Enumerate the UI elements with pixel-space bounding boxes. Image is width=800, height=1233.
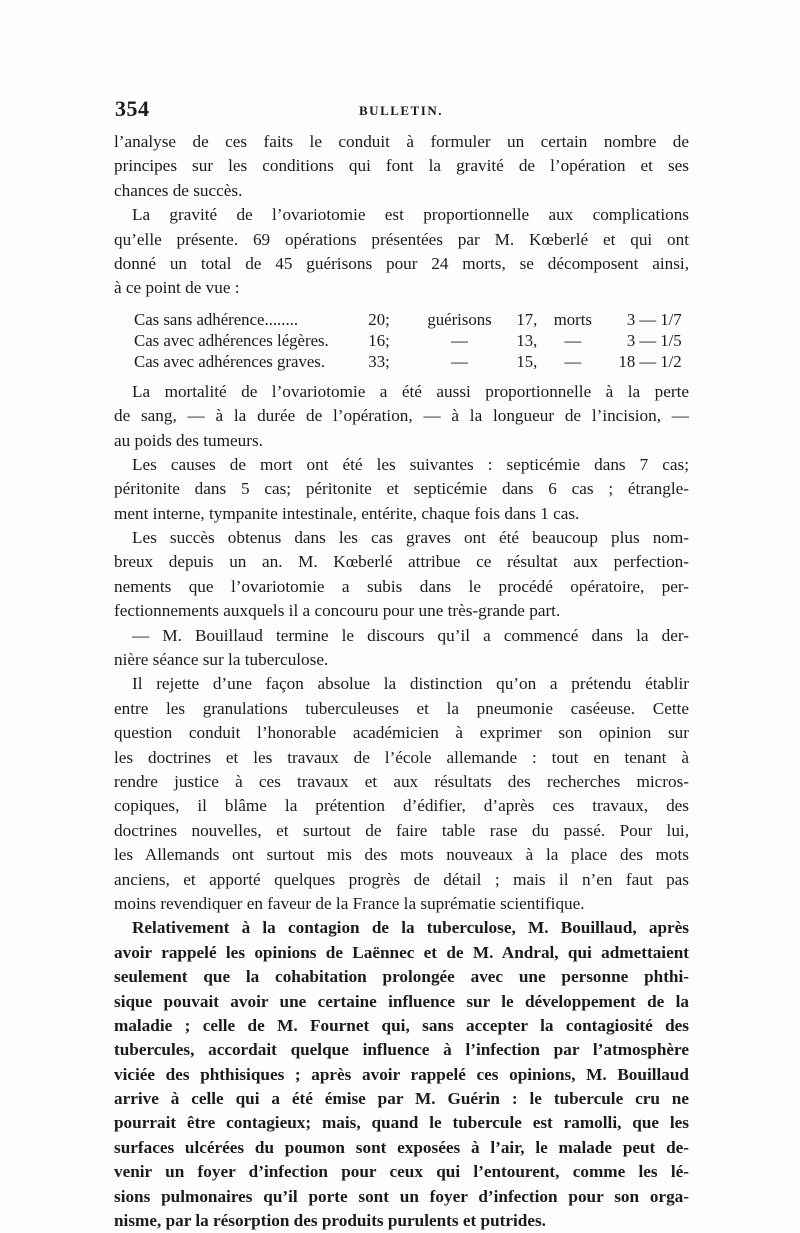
text-line: sions pulmonaires qu’il porte sont un foyer d’infection pour son orga- [114,1186,689,1206]
text-line: tubercules, accordait quelque influence à l’infection par l’atmosphère [114,1040,689,1060]
text-line: les doctrines et les travaux de l’école allemande : tout en tenant à [114,747,689,767]
text-line: les Allemands ont surtout mis des mots nouveaux à la place des mots [114,845,689,865]
page-number: 354 [115,96,150,121]
text-line: avoir rappelé les opinions de Laënnec et de M. Andral, qui admettaient [114,942,689,962]
mortality-ratio: 1/2 [660,351,682,371]
table-row [134,351,689,372]
text-line: viciée des phthisiques ; après avoir rappelé ces opinions, M. Bouillaud [114,1064,689,1084]
text-line: copiques, il blâme la prétention d’édifier, d’après ces travaux, des [114,796,689,816]
text-line: question conduit l’honorable académicien à exprimer son opinion sur [114,723,689,743]
paragraph-body [114,380,689,1233]
text-line: qu’elle présente. 69 opérations présentées par M. Kœberlé et qui ont [114,229,689,249]
text-line: anciens, et apporté quelques progrès de détail ; mais il n’en faut pas [114,869,689,889]
deaths-label: — [564,351,582,371]
dash-separator: — [639,351,657,371]
text-line: principes sur les conditions qui font la gravité de l’opération et ses [114,156,689,176]
deaths-count: 18 [618,351,636,371]
body-text [114,130,689,1233]
text-line: surfaces ulcérées du poumon sont exposées à l’air, le malade peut de- [114,1137,689,1157]
case-count: 20; [368,309,390,329]
dash-separator: — [639,309,657,329]
text-line: chances de succès. [114,180,243,200]
running-title: BULLETIN. [359,103,443,118]
recoveries-label: guérisons [427,309,492,329]
text-line: au poids des tumeurs. [114,430,263,450]
case-count: 33; [368,351,390,371]
text-line: nements que l’ovariotomie a subis dans le procédé opératoire, per- [114,576,689,596]
text-line: venir un foyer d’infection pour ceux qui l’entourent, comme les lé- [114,1162,689,1182]
text-line: fectionnements auxquels il a concouru pour une très-grande part. [114,601,561,621]
text-line: entre les granulations tuberculeuses et la pneumonie caséeuse. Cette [114,698,689,718]
mortality-ratio: 1/5 [660,330,682,350]
table-row [134,330,689,351]
case-count: 16; [368,330,390,350]
text-line: — M. Bouillaud termine le discours qu’il a commencé dans la der- [132,625,689,645]
text-line: ment interne, tympanite intestinale, entérite, chaque fois dans 1 cas. [114,503,580,523]
text-line: à ce point de vue : [114,278,240,298]
text-line: pourrait être contagieux; mais, quand le tubercule est ramolli, que les [114,1113,689,1133]
statistics-table [134,309,689,372]
deaths-label: — [564,330,582,350]
text-line: Il rejette d’une façon absolue la distinction qu’on a prétendu établir [132,674,689,694]
dash-separator: — [639,330,657,350]
text-line: Les causes de mort ont été les suivantes : septicémie dans 7 cas; [132,454,689,474]
table-row [134,309,689,330]
text-line: nière séance sur la tuberculose. [114,650,329,670]
case-label: Cas sans adhérence........ [134,309,299,329]
text-line: sique pouvait avoir une certaine influence sur le développement de la [114,991,689,1011]
deaths-count: 3 [626,330,636,350]
mortality-ratio: 1/7 [660,309,682,329]
deaths-label: morts [553,309,592,329]
recoveries-label: — [451,351,468,371]
text-line: Les succès obtenus dans les cas graves ont été beaucoup plus nom- [132,528,689,548]
text-line: La mortalité de l’ovariotomie a été aussi proportionnelle à la perte [132,381,689,401]
text-line: nisme, par la résorption des produits purulents et putrides. [114,1211,546,1231]
text-line: maladie ; celle de M. Fournet qui, sans accepter la contagiosité des [114,1015,689,1035]
text-line: péritonite dans 5 cas; péritonite et septicémie dans 6 cas ; étrangle- [114,479,689,499]
case-label: Cas avec adhérences graves. [134,351,326,371]
text-line: breux depuis un an. M. Kœberlé attribue ce résultat aux perfection- [114,552,689,572]
recoveries-label: — [451,330,468,350]
recoveries-count: 15, [516,351,538,371]
text-line: doctrines nouvelles, et surtout de faire table rase du passé. Pour lui, [114,820,689,840]
text-line: seulement que la cohabitation prolongée avec une personne phthi- [114,967,689,987]
case-label: Cas avec adhérences légères. [134,330,329,350]
text-line: donné un total de 45 guérisons pour 24 morts, se décomposent ainsi, [114,253,689,273]
recoveries-count: 17, [516,309,538,329]
paragraph-intro [114,130,689,301]
recoveries-count: 13, [516,330,538,350]
text-line: arrive à celle qui a été émise par M. Guérin : le tubercule cru ne [114,1089,689,1109]
deaths-count: 3 [626,309,636,329]
text-line: rendre justice à ces travaux et aux résultats des recherches micros- [114,771,689,791]
page-header [115,96,687,122]
text-line: La gravité de l’ovariotomie est proportionnelle aux complications [132,205,689,225]
text-line: moins revendiquer en faveur de la France la suprématie scientifique. [114,893,585,913]
text-line: Relativement à la contagion de la tuberculose, M. Bouillaud, après [132,918,689,938]
text-line: l’analyse de ces faits le conduit à formuler un certain nombre de [114,132,689,151]
text-line: de sang, — à la durée de l’opération, — à la longueur de l’incision, — [114,406,689,426]
